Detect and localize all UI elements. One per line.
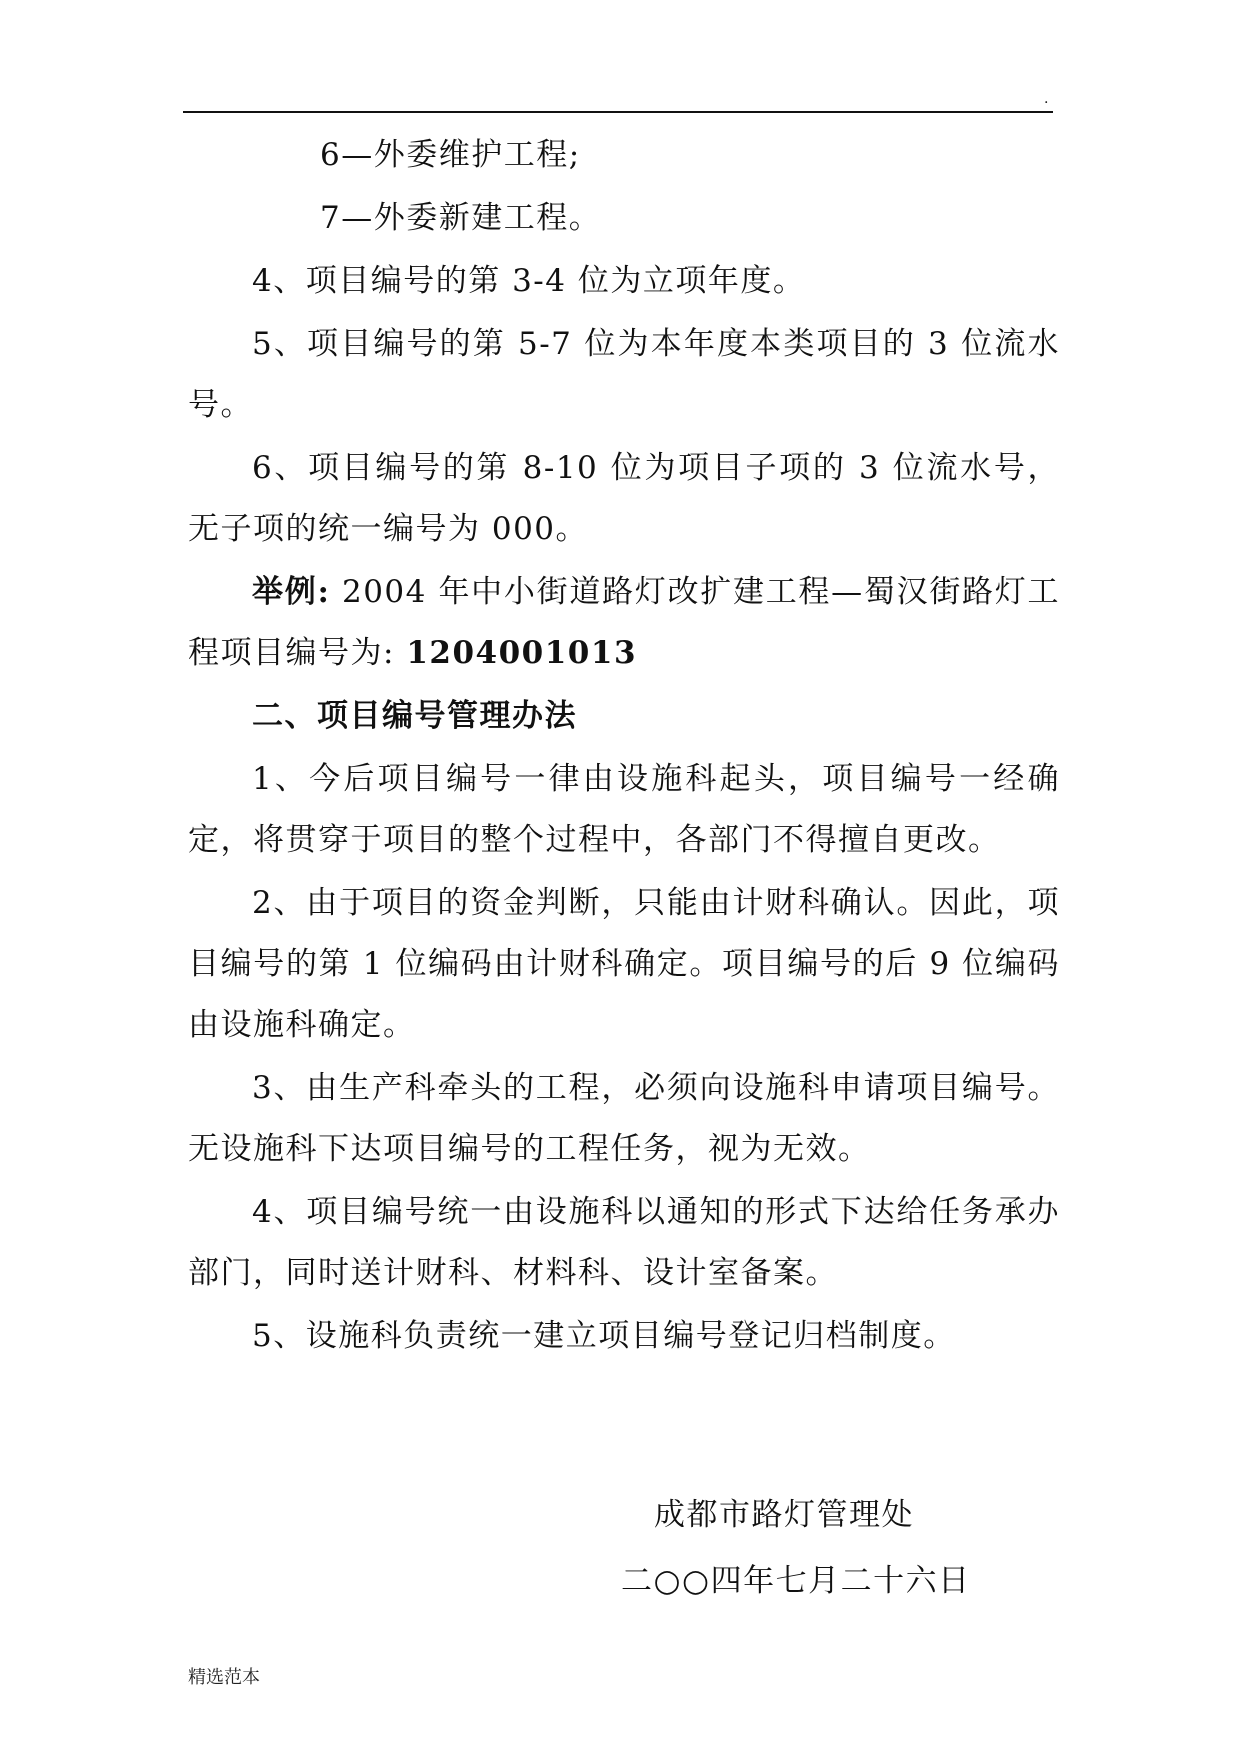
example-label: 举例:: [252, 574, 331, 610]
paragraph-4: 4、项目编号的第 3-4 位为立项年度。: [252, 263, 806, 299]
footer-label: 精选范本: [188, 1667, 260, 1688]
document-body: [188, 125, 1060, 1369]
section-item-3: 3、由生产科牵头的工程，必须向设施科申请项目编号。无设施科下达项目编号的工程任务，视为无效。: [188, 1070, 1060, 1167]
header-rule: [183, 111, 1053, 113]
paragraph-6: 6、项目编号的第 8-10 位为项目子项的 3 位流水号，无子项的统一编号为 000。: [188, 450, 1060, 547]
section-item-5: 5、设施科负责统一建立项目编号登记归档制度。: [252, 1318, 956, 1354]
signature-date: 二○○四年七月二十六日: [621, 1563, 971, 1599]
example-paragraph: [188, 562, 1060, 684]
section-item-2: 2、由于项目的资金判断，只能由计财科确认。因此，项目编号的第 1 位编码由计财科确定。项目编号的后 9 位编码由设施科确定。: [188, 885, 1060, 1043]
example-text: 2004 年中小街道路灯改扩建工程—蜀汉街路灯工程项目编号为:: [188, 574, 1060, 671]
example-code: 1204001013: [406, 635, 638, 671]
section-item-1: 1、今后项目编号一律由设施科起头，项目编号一经确定，将贯穿于项目的整个过程中，各部门不得擅自更改。: [188, 761, 1060, 858]
header-mark: .: [1044, 91, 1049, 107]
section-heading: 二、项目编号管理办法: [252, 698, 577, 734]
list-item-7: 7—外委新建工程。: [320, 200, 602, 236]
list-item-6: 6—外委维护工程;: [320, 137, 581, 173]
paragraph-5: 5、项目编号的第 5-7 位为本年度本类项目的 3 位流水号。: [188, 326, 1060, 423]
signature-org: 成都市路灯管理处: [654, 1497, 914, 1533]
section-item-4: 4、项目编号统一由设施科以通知的形式下达给任务承办部门，同时送计财科、材料科、设计室备案。: [188, 1194, 1060, 1291]
